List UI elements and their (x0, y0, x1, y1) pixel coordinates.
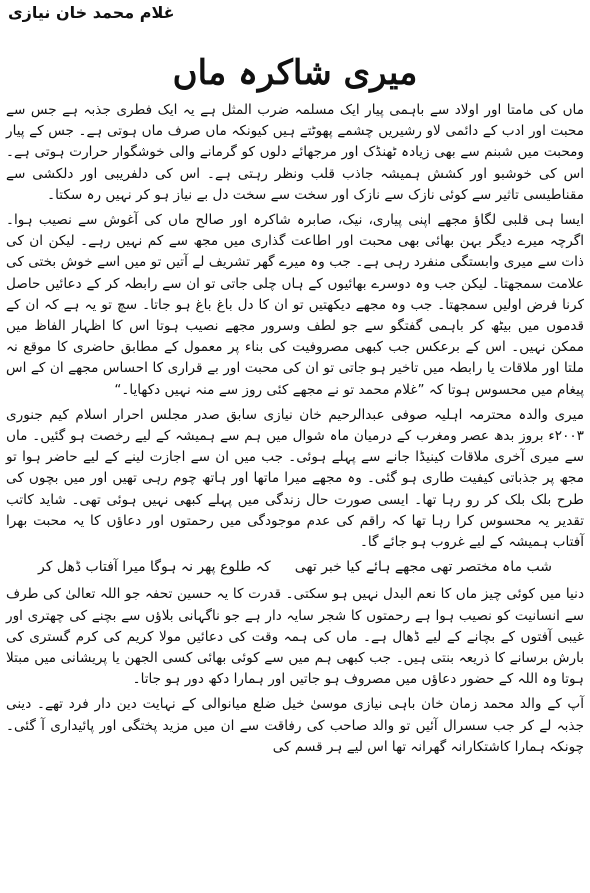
couplet-line-second: کہ طلوع پھر نہ ہوگا میرا آفتاب ڈھل کر (38, 559, 271, 576)
paragraph: ماں کی مامتا اور اولاد سے باہمی پیار ایک مسلمہ ضرب المثل ہے یہ ایک فطری جذبہ ہے جس سے محبت اور ادب کے دائمی لاو رشیریں چشمے پھوٹتے ہیں کیونکہ ماں صرف ماں ہوتی ہے۔ جس کے پیار ومحبت میں شبنم سے بھی زیادہ ٹھنڈک اور مرجھائے دلوں کو گرمانے والی خوشگوار حرارت ہوتی ہے۔ اس کی خوشبو اور کشش ہمیشہ جاذب قلب ونظر رہتی ہے۔ اس کی دلفریبی اور دلکشی سے مقناطیسی تاثیر سے کوئی نازک سے نازک اور سخت سے سخت دل بے نیاز ہو کر نہیں رہ سکتا۔ (6, 102, 584, 203)
paragraph: دنیا میں کوئی چیز ماں کا نعم البدل نہیں ہو سکتی۔ قدرت کا یہ حسین تحفہ جو اللہ تعالیٰ کی طرف سے انسانیت کو نصیب ہوا ہے رحمتوں کا شجر سایہ دار ہے جو ناگہانی بلاؤں سے بچنے کی چھتری اور غیبی آفتوں کے بچانے کے لیے ڈھال ہے۔ ماں کی ہمہ وقت کی دعائیں مولا کریم کی کرم گستری کی بارش برسانے کا ذریعہ بنتی ہیں۔ جب کبھی ہم میں سے کوئی بھائی کسی الجھن یا پریشانی میں مبتلا ہوتا وہ اللہ کے حضور دعاؤں میں مصروف ہو جاتیں اور ہمارا دکھ دور ہو جاتا۔ (6, 586, 584, 688)
paragraph: میری والدہ محترمہ اہلیہ صوفی عبدالرحیم خان نیازی سابق صدر مجلس احرار اسلام کیم جنوری ۲۰۰۳ء بروز بدھ عصر ومغرب کے درمیان ماہ شوال میں ہم سے ہمیشہ کے لیے رخصت ہو گئیں۔ ماں سے میری آخری ملاقات کینیڈا جانے سے پہلے ہوئی۔ جب میں ان سے اجازت لینے کے لیے حاضر ہوا تو مجھ پر جذباتی کیفیت طاری ہو گئی۔ وہ مجھے میرا ماتھا اور ہاتھ چوم رہی تھیں اور میں بچوں کی طرح بلک بلک کر رو رہا تھا۔ ایسی صورت حال زندگی میں پہلے کبھی نہیں ہوئی تھی۔ شاید کاتب تقدیر یہ محسوس کرا رہا تھا کہ راقم کی عدم موجودگی میں رحمتوں اور دعاؤں کا یہ محبت بھرا آفتاب ہمیشہ کے لیے غروب ہو جائے گا۔ (6, 406, 584, 551)
paragraph: آپ کے والد محمد زمان خان باہی نیازی موسیٰ خیل ضلع میانوالی کے نہایت دین دار فرد تھے۔ دینی جذبہ لے کر جب سسرال آئیں تو والد صاحب کی رفاقت سے ان میں مزید پختگی اور پائیداری آ گئی۔ چونکہ ہمارا کاشتکارانہ گھرانہ تھا اس لیے ہر قسم کی (6, 696, 584, 755)
author-name: غلام محمد خان نیازی (8, 3, 175, 22)
poetry-couplet (26, 557, 564, 578)
article-body (6, 100, 584, 762)
paragraph: ایسا ہی قلبی لگاؤ مجھے اپنی پیاری، نیک، صابرہ شاکرہ اور صالح ماں کی آغوش سے نصیب ہوا۔ اگرچہ میرے دیگر بہن بھائی بھی محبت اور اطاعت گذاری میں مجھ سے کم نہیں رہے۔ لیکن ان کی ذات سے میری وابستگی منفرد رہی ہے۔ جب وہ میرے گھر تشریف لے آتیں تو میں اسے خوش بختی کی علامت سمجھتا۔ لیکن جب وہ دوسرے بھائیوں کے ہاں چلی جاتی تو ان سے رابطہ کر کے دعائیں حاصل کرنا فرض اولیں سمجھتا۔ جب وہ مجھے دیکھتیں تو ان کا دل باغ باغ ہو جاتا۔ سچ تو یہ ہے کہ ان کے قدموں میں بیٹھ کر باہمی گفتگو سے جو لطف وسرور مجھے نصیب ہوتا اس کا اظہار الفاظ میں ممکن نہیں۔ اس کے برعکس جب کبھی مصروفیت کی بناء پر معمول کے مطابق حاضری کا موقع نہ ملتا اور ملاقات یا رابطہ میں تاخیر ہو جاتی تو ان کی محبت اور بے قراری کا احساس مجھے ان کے اس پیغام میں محسوس ہوتا کہ ”غلام محمد تو نے مجھے کئی روز سے منہ نہیں دکھایا۔“ (6, 212, 584, 398)
page-title: میری شاکرہ ماں (172, 53, 418, 93)
couplet-line-first: شب ماہ مختصر تھی مجھے ہائے کیا خبر تھی (294, 559, 552, 576)
